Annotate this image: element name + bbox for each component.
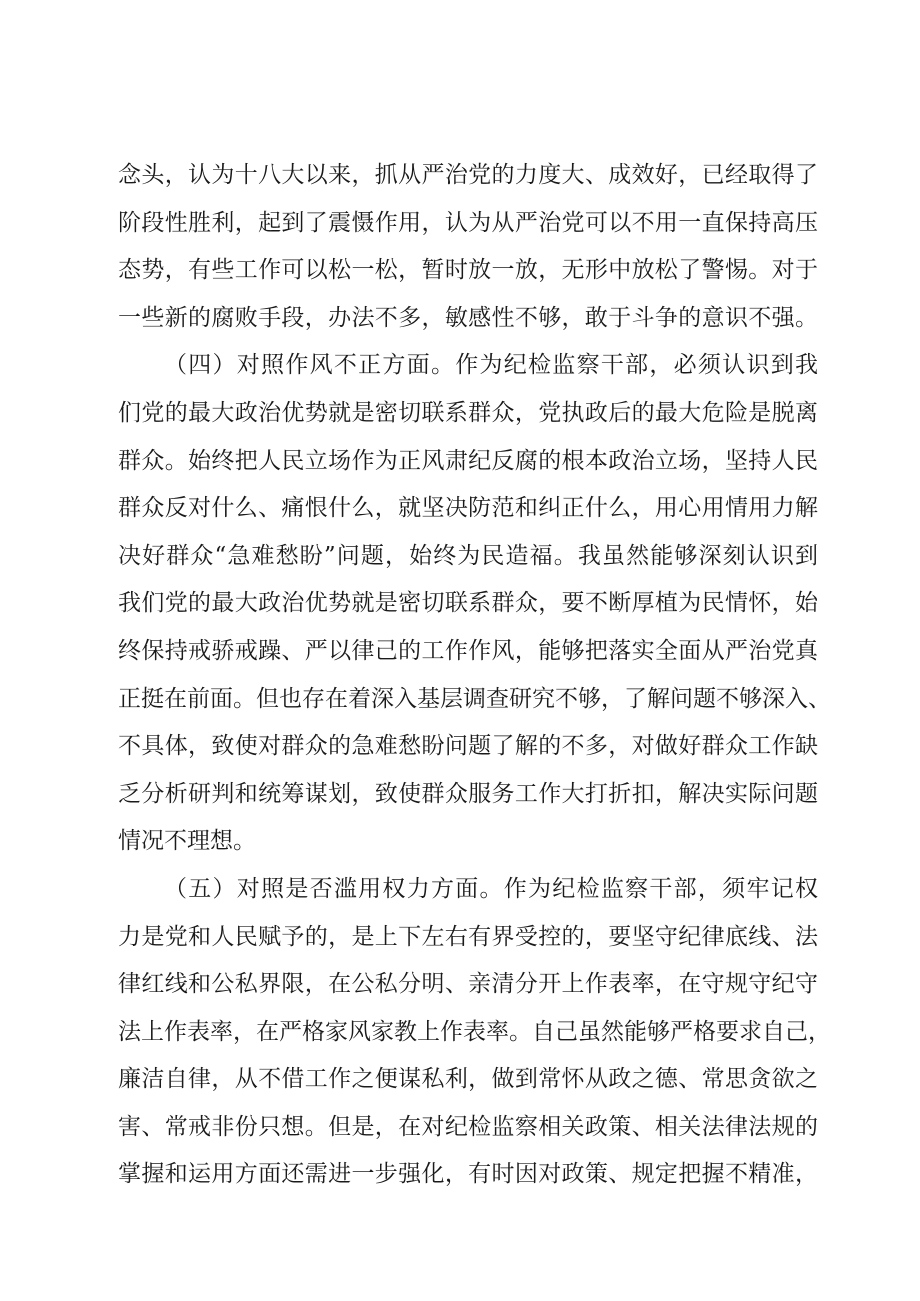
- section-heading-line: （五）对照是否滥用权力方面。作为纪检监察干部，须牢记权: [164, 875, 818, 902]
- text-line: 终保持戒骄戒躁、严以律己的工作作风，能够把落实全面从严治党真: [118, 637, 818, 664]
- section-heading-line: （四）对照作风不正方面。作为纪检监察干部，必须认识到我: [164, 352, 818, 379]
- text-line: 念头，认为十八大以来，抓从严治党的力度大、成效好，已经取得了: [118, 162, 818, 188]
- text-line: 态势，有些工作可以松一松，暂时放一放，无形中放松了警惕。对于: [118, 257, 818, 284]
- text-line: 群众。始终把人民立场作为正风肃纪反腐的根本政治立场，坚持人民: [118, 447, 818, 474]
- paragraph-end-line: 情况不理想。: [118, 828, 256, 855]
- text-line: 掌握和运用方面还需进一步强化，有时因对政策、规定把握不精准，: [118, 1161, 818, 1188]
- text-line: 正挺在前面。但也存在着深入基层调查研究不够，了解问题不够深入、: [118, 685, 831, 712]
- text-line: 我们党的最大政治优势就是密切联系群众，要不断厚植为民情怀，始: [118, 590, 818, 617]
- text-line: 决好群众“急难愁盼”问题，始终为民造福。我虽然能够深刻认识到: [118, 542, 818, 569]
- text-line: 法上作表率，在严格家风家教上作表率。自己虽然能够严格要求自己，: [118, 1018, 831, 1045]
- text-line: 廉洁自律，从不借工作之便谋私利，做到常怀从政之德、常思贪欲之: [118, 1066, 818, 1093]
- text-line: 阶段性胜利，起到了震慑作用，认为从严治党可以不用一直保持高压: [118, 209, 818, 236]
- text-line: 们党的最大政治优势就是密切联系群众，党执政后的最大危险是脱离: [118, 399, 818, 426]
- document-body: [118, 152, 831, 1199]
- text-line: 一些新的腐败手段，办法不多，敏感性不够，敢于斗争的意识不强。: [118, 304, 818, 331]
- text-line: 律红线和公私界限，在公私分明、亲清分开上作表率，在守规守纪守: [118, 971, 818, 998]
- text-line: 不具体，致使对群众的急难愁盼问题了解的不多，对做好群众工作缺: [118, 733, 818, 760]
- text-line: 力是党和人民赋予的，是上下左右有界受控的，要坚守纪律底线、法: [118, 923, 818, 950]
- text-line: 害、常戒非份只想。但是，在对纪检监察相关政策、相关法律法规的: [118, 1113, 818, 1140]
- text-line: 乏分析研判和统筹谋划，致使群众服务工作大打折扣，解决实际问题: [118, 780, 818, 807]
- text-line: 群众反对什么、痛恨什么，就坚决防范和纠正什么，用心用情用力解: [118, 495, 818, 522]
